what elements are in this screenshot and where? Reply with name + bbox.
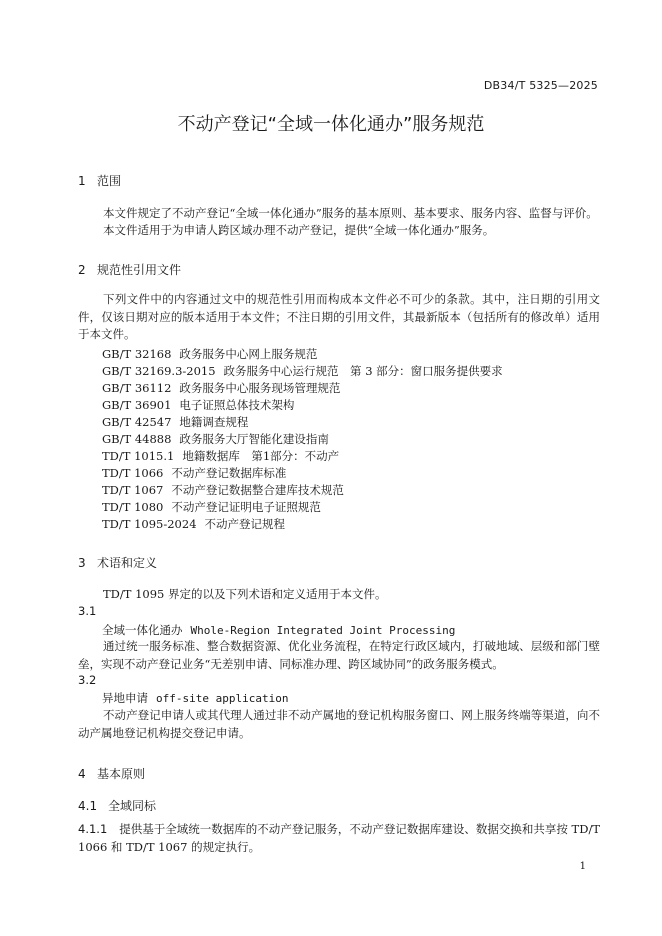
reference-item [102,397,294,413]
reference-item [102,414,248,430]
reference-item [102,448,339,464]
term-heading [102,690,288,706]
reference-code: TD/T 1067 [102,483,164,497]
section-number: 4 [78,767,86,781]
reference-title: 不动产登记数据库标准 [171,466,287,480]
section-1-heading [78,172,121,189]
subsection-number: 4.1 [78,799,98,813]
reference-code: TD/T 1066 [102,466,164,480]
reference-code: GB/T 44888 [102,432,172,446]
document-title: 不动产登记“全域一体化通办”服务规范 [177,114,485,135]
subsection-4-1-heading [78,797,156,814]
reference-code: GB/T 36112 [102,381,172,395]
term-number: 3.1 [78,604,97,618]
reference-item [102,482,344,498]
section-title: 范围 [97,174,122,188]
reference-title: 地籍数据库 第1部分：不动产 [182,449,340,463]
section-1-paragraph-1: 本文件规定了不动产登记“全域一体化通办”服务的基本原则、基本要求、服务内容、监督与评价。 [103,206,598,220]
section-3-intro: TD/T 1095 界定的以及下列术语和定义适用于本文件。 [103,587,387,601]
reference-code: GB/T 32169.3-2015 [102,364,216,378]
reference-code: GB/T 36901 [102,398,172,412]
section-number: 3 [78,556,86,570]
section-2-intro: 下列文件中的内容通过文中的规范性引用而构成本文件必不可少的条款。其中，注日期的引用文件，仅该日期对应的版本适用于本文件；不注日期的引用文件，其最新版本（包括所有的修改单）适用于本文件。 [78,292,600,341]
term-english: off-site application [156,692,289,705]
reference-code: GB/T 42547 [102,415,172,429]
term-definition: 通过统一服务标准、整合数据资源、优化业务流程，在特定行政区域内，打破地域、层级和部门壁垒，实现不动产登记业务“无差别申请、同标准办理、跨区域协同”的政务服务模式。 [78,639,600,671]
reference-code: GB/T 32168 [102,347,172,361]
term-heading [102,622,455,638]
clause-number: 4.1.1 [78,822,108,836]
section-number: 1 [78,174,86,188]
term-english: Whole-Region Integrated Joint Processing [190,624,456,637]
reference-title: 不动产登记证明电子证照规范 [171,500,321,514]
document-number: DB34/T 5325—2025 [483,79,598,92]
reference-title: 政务服务大厅智能化建设指南 [179,432,329,446]
section-title: 基本原则 [97,767,146,781]
term-chinese: 异地申请 [102,691,148,705]
reference-item [102,346,317,362]
reference-item [102,380,340,396]
reference-code: TD/T 1080 [102,500,164,514]
reference-title: 政务服务中心运行规范 第 3 部分：窗口服务提供要求 [223,364,503,378]
reference-title: 政务服务中心网上服务规范 [179,347,318,361]
section-4-heading [78,765,145,782]
reference-title: 地籍调查规程 [179,415,249,429]
section-2-heading [78,261,181,278]
clause-4-1-1 [78,821,600,856]
clause-text: 提供基于全域统一数据库的不动产登记服务，不动产登记数据库建设、数据交换和共享按 TD/T 1066 和 TD/T 1067 的规定执行。 [78,822,600,854]
reference-item [102,516,285,532]
reference-title: 不动产登记数据整合建库技术规范 [171,483,344,497]
term-number: 3.2 [78,673,97,687]
term-definition: 不动产登记申请人或其代理人通过非不动产属地的登记机构服务窗口、网上服务终端等渠道，向不动产属地登记机构提交登记申请。 [78,708,600,740]
page-number: 1 [579,861,586,872]
reference-code: TD/T 1015.1 [102,449,175,463]
reference-item [102,431,329,447]
reference-item [102,499,321,515]
reference-item [102,363,503,379]
section-title: 术语和定义 [97,556,158,570]
section-1-paragraph-2: 本文件适用于为申请人跨区域办理不动产登记，提供“全域一体化通办”服务。 [103,223,495,237]
section-number: 2 [78,263,86,277]
term-chinese: 全域一体化通办 [102,623,183,637]
section-3-heading [78,554,157,571]
reference-title: 电子证照总体技术架构 [179,398,295,412]
reference-item [102,465,286,481]
reference-title: 不动产登记规程 [204,517,286,531]
reference-title: 政务服务中心服务现场管理规范 [179,381,341,395]
reference-code: TD/T 1095-2024 [102,517,197,531]
subsection-title: 全域同标 [108,799,157,813]
section-title: 规范性引用文件 [97,263,182,277]
